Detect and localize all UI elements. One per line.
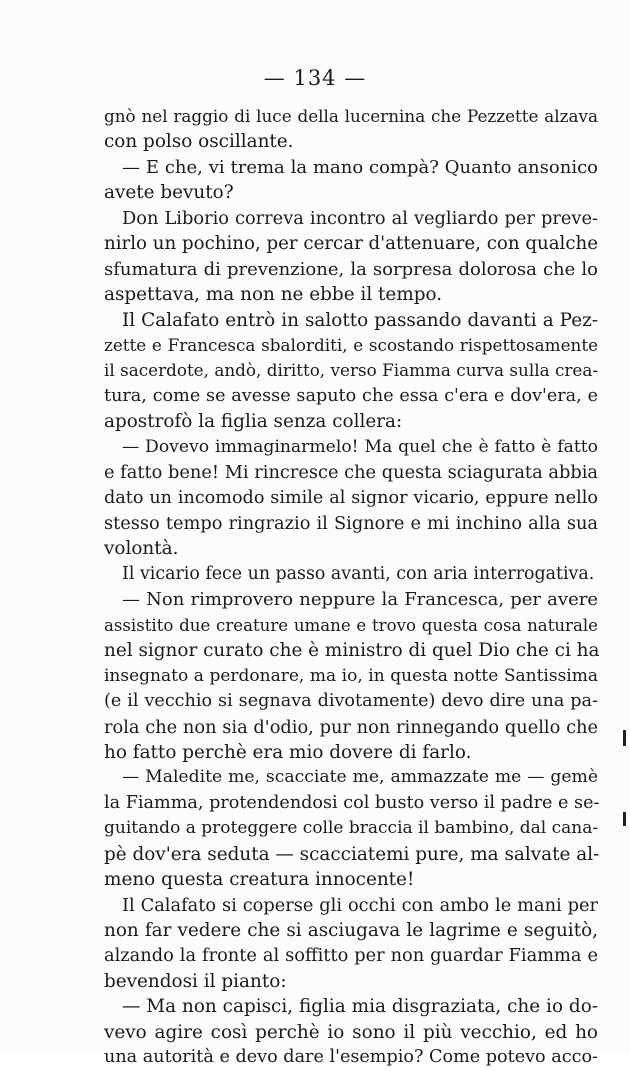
text-line: alzando la fronte al soffitto per non guardar Fiamma e [104, 945, 598, 967]
text-line: assistito due creature umane e trovo questa cosa naturale [104, 615, 598, 635]
text-line: nel signor curato che è ministro di quel Dio che ci ha [104, 640, 600, 662]
text-line: non far vedere che si asciugava le lagrime e seguitò, [104, 920, 598, 941]
text-line: gnò nel raggio di luce della lucernina che Pezzette alzava [104, 106, 598, 126]
text-line: il sacerdote, andò, diritto, verso Fiamma curva sulla crea- [104, 360, 598, 381]
text-line: insegnato a perdonare, ma io, in questa notte Santissima [104, 665, 598, 686]
text-line: Il vicario fece un passo avanti, con aria interrogativa. [122, 563, 595, 584]
text-line: zette e Francesca sbalorditi, e scostando rispettosamente [104, 334, 598, 355]
text-line: — Dovevo immaginarmelo! Ma quel che è fatto è fatto [122, 436, 598, 457]
text-line: meno questa creatura innocente! [104, 869, 415, 891]
text-line: (e il vecchio si segnava divotamente) devo dire una pa- [104, 691, 598, 712]
text-line: rola che non sia d'odio, pur non rinnegando quello che [104, 716, 598, 738]
text-line: Il Calafato si coperse gli occhi con ambo le mani per [122, 894, 598, 916]
text-line: aspettava, ma non ne ebbe il tempo. [104, 284, 443, 306]
page-edge-mark [623, 730, 626, 746]
text-line: sfumatura di prevenzione, la sorpresa dolorosa che lo [104, 258, 598, 280]
body-text [104, 104, 598, 1071]
text-line: e fatto bene! Mi rincresce che questa sciagurata abbia [104, 462, 598, 484]
text-line: tura, come se avesse saputo che essa c'era e dov'era, e [104, 385, 598, 406]
text-line: Il Calafato entrò in salotto passando davanti a Pez- [122, 309, 598, 331]
text-line: con polso oscillante. [104, 131, 294, 153]
text-line: stesso tempo ringrazio il Signore e mi inchino alla sua [104, 513, 598, 534]
text-line: una autorità e devo dare l'esempio? Come potevo acco- [104, 1047, 598, 1068]
text-line: vevo agire così perchè io sono il più vecchio, ed ho [104, 1021, 598, 1043]
text-line: — Ma non capisci, figlia mia disgraziata, che io do- [122, 996, 598, 1018]
text-line: — Maledite me, scacciate me, ammazzate me — gemè [122, 767, 598, 788]
text-line: ho fatto perchè era mio dovere di farlo. [104, 741, 472, 763]
page-number: — 134 — [263, 66, 367, 90]
text-line: — Non rimprovero neppure la Francesca, per avere [122, 589, 598, 611]
text-line: — E che, vi trema la mano compà? Quanto ansonico [122, 156, 598, 178]
text-line: la Fiamma, protendendosi col busto verso il padre e se- [104, 792, 600, 813]
text-line: pè dov'era seduta — scacciatemi pure, ma salvate al- [104, 843, 600, 865]
text-line: apostrofò la figlia senza collera: [104, 411, 403, 433]
text-line: avete bevuto? [104, 182, 234, 204]
text-line: nirlo un pochino, per cercar d'attenuare, con qualche [104, 233, 599, 255]
text-line: Don Liborio correva incontro al vegliardo per preve- [122, 207, 598, 229]
text-line: dato un incomodo simile al signor vicario, eppure nello [104, 487, 598, 508]
text-line: guitando a proteggere colle braccia il bambino, dal cana- [104, 818, 599, 839]
text-line: volontà. [104, 538, 179, 560]
text-line: bevendosi il pianto: [104, 970, 287, 992]
page-edge-mark [623, 812, 626, 826]
